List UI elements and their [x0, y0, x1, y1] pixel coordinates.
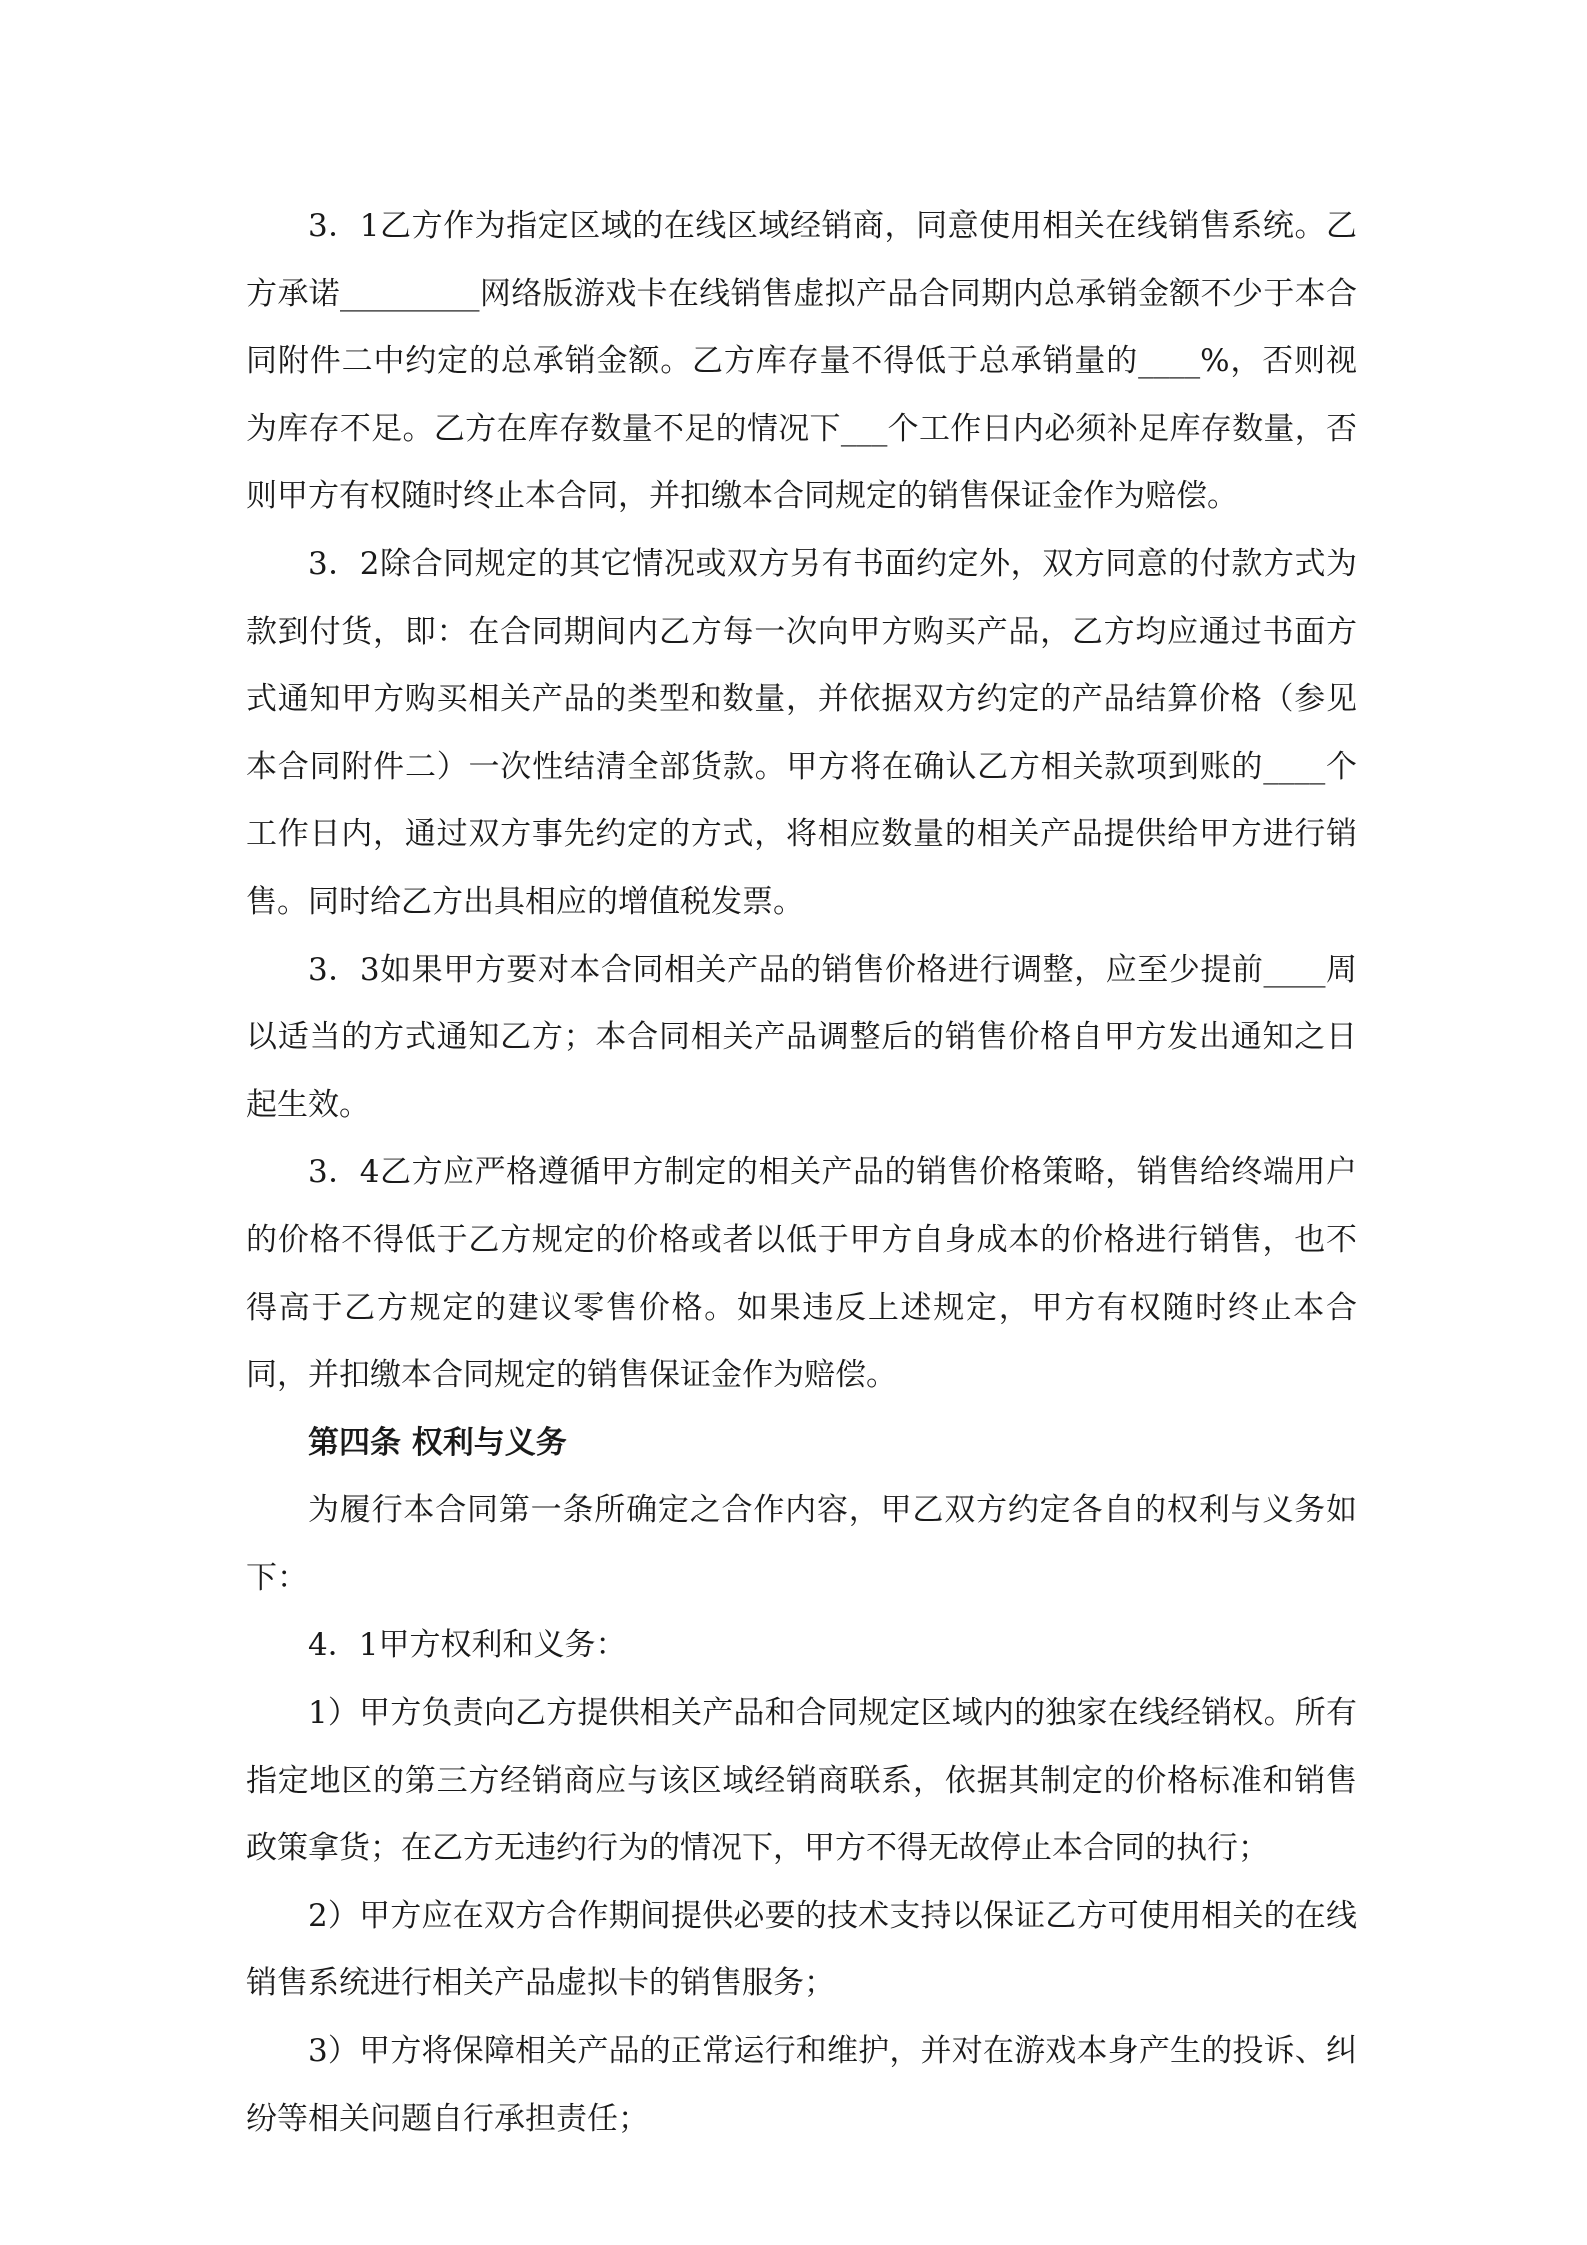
clause-4-1-item-3: 3）甲方将保障相关产品的正常运行和维护，并对在游戏本身产生的投诉、纠纷等相关问题自行承担责任；	[246, 2033, 1357, 2137]
article-4-heading: 第四条 权利与义务	[308, 1424, 567, 1461]
clause-3-1: 3．1乙方作为指定区域的在线区域经销商，同意使用相关在线销售系统。乙方承诺_________网络版游戏卡在线销售虚拟产品合同期内总承销金额不少于本合同附件二中约定的总承销金额。乙方库存量不得低于总承销量的____%，否则视为库存不足。乙方在库存数量不足的情况下___个工作日内必须补足库存数量，否则甲方有权随时终止本合同，并扣缴本合同规定的销售保证金作为赔偿。	[246, 208, 1357, 515]
clause-4-1-title: 4．1甲方权利和义务：	[308, 1627, 627, 1664]
clause-3-3: 3．3如果甲方要对本合同相关产品的销售价格进行调整，应至少提前____周以适当的方式通知乙方；本合同相关产品调整后的销售价格自甲方发出通知之日起生效。	[246, 951, 1357, 1123]
clause-3-4: 3．4乙方应严格遵循甲方制定的相关产品的销售价格策略，销售给终端用户的价格不得低于乙方规定的价格或者以低于甲方自身成本的价格进行销售，也不得高于乙方规定的建议零售价格。如果违反上述规定，甲方有权随时终止本合同，并扣缴本合同规定的销售保证金作为赔偿。	[246, 1154, 1357, 1394]
clause-3-2: 3．2除合同规定的其它情况或双方另有书面约定外，双方同意的付款方式为款到付货，即：在合同期间内乙方每一次向甲方购买产品，乙方均应通过书面方式通知甲方购买相关产品的类型和数量，并依据双方约定的产品结算价格（参见本合同附件二）一次性结清全部货款。甲方将在确认乙方相关款项到账的____个工作日内，通过双方事先约定的方式，将相应数量的相关产品提供给甲方进行销售。同时给乙方出具相应的增值税发票。	[246, 545, 1357, 920]
clause-4-1-item-2: 2）甲方应在双方合作期间提供必要的技术支持以保证乙方可使用相关的在线销售系统进行相关产品虚拟卡的销售服务；	[246, 1897, 1357, 2002]
clause-4-1-item-1: 1）甲方负责向乙方提供相关产品和合同规定区域内的独家在线经销权。所有指定地区的第三方经销商应与该区域经销商联系，依据其制定的价格标准和销售政策拿货；在乙方无违约行为的情况下，甲方不得无故停止本合同的执行；	[246, 1695, 1357, 1867]
article-4-intro: 为履行本合同第一条所确定之合作内容，甲乙双方约定各自的权利与义务如下：	[246, 1492, 1357, 1596]
